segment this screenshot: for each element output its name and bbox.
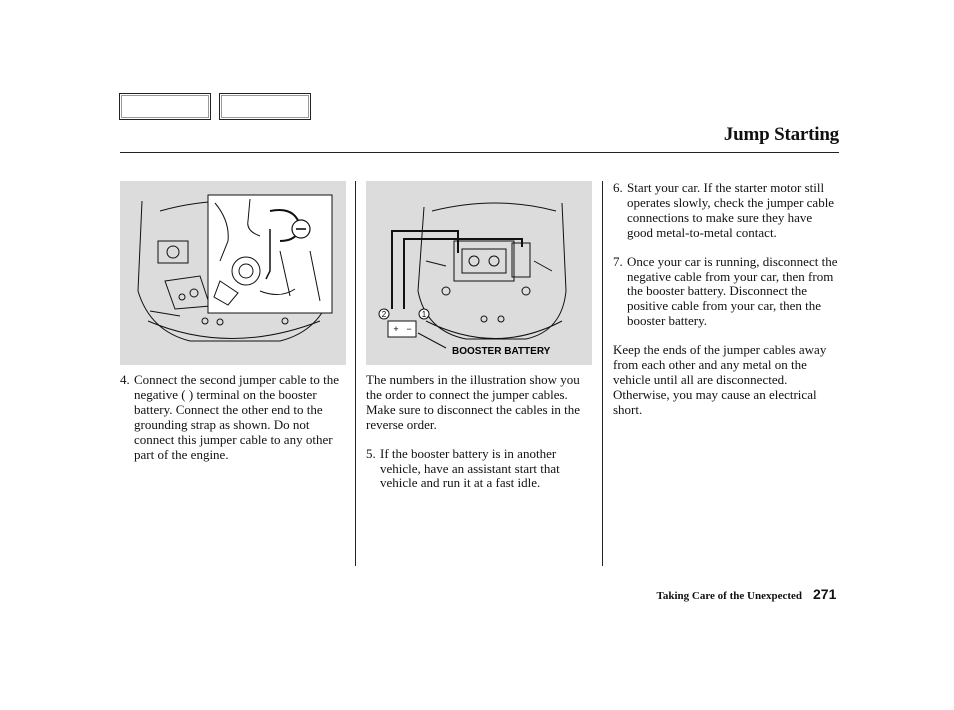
callout-2-label: 2 bbox=[381, 310, 387, 319]
column-divider-1 bbox=[355, 181, 356, 566]
column-1 bbox=[120, 373, 342, 462]
step-number: 5. bbox=[366, 445, 376, 461]
step-text: Once your car is running, disconnect the negative cable from your car, then from the booster battery. Disconnect the positive cable from your car, then the booster battery. bbox=[627, 253, 838, 329]
booster-battery-label: BOOSTER BATTERY bbox=[452, 346, 551, 357]
step-text: Connect the second jumper cable to the negative ( ) terminal on the booster battery. Connect the other end to the grounding strap as shown. Do not connect this jumper cable to any other part of the engine. bbox=[134, 372, 340, 462]
grounding-strap-illustration bbox=[120, 181, 346, 365]
footer-section-title: Taking Care of the Unexpected bbox=[656, 590, 802, 602]
booster-battery-icon bbox=[388, 321, 416, 337]
booster-battery-illustration bbox=[366, 181, 592, 365]
column-3 bbox=[613, 181, 841, 418]
nav-button-contents[interactable] bbox=[119, 93, 211, 120]
cable-order-note: The numbers in the illustration show you the order to connect the jumper cables. Make sure to disconnect the cables in the reverse order. bbox=[366, 372, 581, 432]
step-7 bbox=[613, 255, 841, 330]
step-6 bbox=[613, 181, 841, 241]
step-5 bbox=[366, 447, 598, 492]
header-rule bbox=[120, 152, 839, 153]
callout-1-label: 1 bbox=[421, 310, 427, 319]
page-number: 271 bbox=[813, 586, 837, 602]
step-number: 7. bbox=[613, 253, 623, 269]
step-number: 4. bbox=[120, 372, 130, 387]
cable-order-diagram bbox=[366, 181, 592, 365]
step-text: Start your car. If the starter motor still operates slowly, check the jumper cable connections to make sure they have good metal-to-metal contact. bbox=[627, 180, 835, 240]
step-4 bbox=[120, 373, 342, 462]
cable-1-line bbox=[392, 231, 458, 309]
page-title: Jump Starting bbox=[723, 124, 839, 145]
engine-bay-drawing bbox=[120, 181, 346, 365]
svg-text:+: + bbox=[393, 324, 399, 334]
step-text: If the booster battery is in another vehicle, have an assistant start that vehicle and run it at a fast idle. bbox=[380, 445, 560, 491]
column-divider-2 bbox=[602, 181, 603, 566]
step-number: 6. bbox=[613, 180, 623, 195]
svg-text:−: − bbox=[406, 324, 412, 334]
nav-button-index[interactable] bbox=[219, 93, 311, 120]
safety-note: Keep the ends of the jumper cables away from each other and any metal on the vehicle until all are disconnected. Otherwise, you may cause an electrical short. bbox=[613, 342, 827, 417]
column-2 bbox=[366, 373, 598, 491]
